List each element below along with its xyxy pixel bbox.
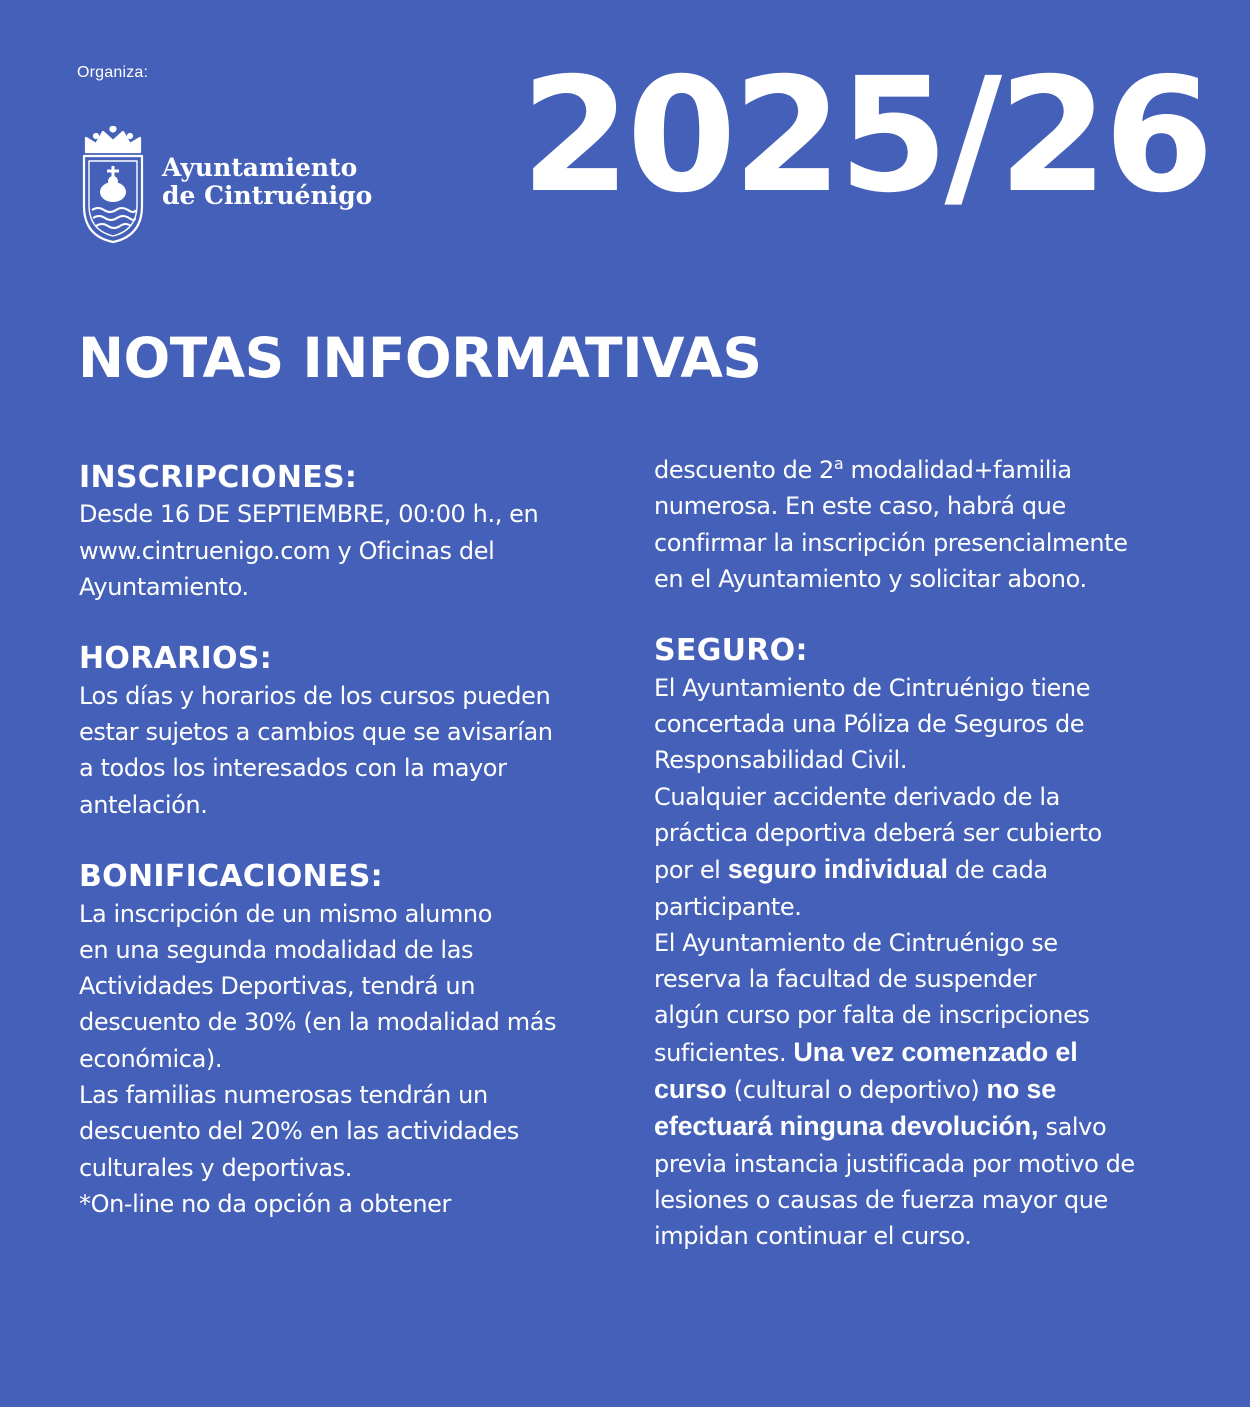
page-title: NOTAS INFORMATIVAS <box>78 326 762 390</box>
text-line: en una segunda modalidad de las <box>79 935 474 964</box>
section-seguro <box>654 633 1209 1254</box>
section-heading: HORARIOS: <box>79 641 272 677</box>
bold-text: curso <box>654 1074 727 1105</box>
section-heading: BONIFICACIONES: <box>79 859 383 895</box>
bold-text: seguro individual <box>727 854 948 885</box>
text-line: a todos los interesados con la mayor <box>79 754 507 783</box>
text-line: Desde 16 DE SEPTIEMBRE, 00:00 h., en <box>79 500 539 529</box>
text-line <box>654 1108 1209 1145</box>
text-line: descuento del 20% en las actividades <box>79 1117 519 1146</box>
text-line: numerosa. En este caso, habrá que <box>654 492 1066 521</box>
text-line: culturales y deportivas. <box>79 1153 352 1182</box>
text-line: La inscripción de un mismo alumno <box>79 899 493 928</box>
text-line: impidan continuar el curso. <box>654 1222 972 1251</box>
text-line: algún curso por falta de inscripciones <box>654 1001 1090 1030</box>
coat-of-arms-icon <box>80 126 146 244</box>
text-span: descuento de 2 <box>654 456 834 484</box>
text-line: confirmar la inscripción presencialmente <box>654 528 1128 557</box>
section-inscripciones <box>79 460 619 605</box>
bold-text: Una vez comenzado el <box>793 1036 1078 1067</box>
text-line: www.cintruenigo.com y Oficinas del <box>79 536 495 565</box>
text-line <box>654 1071 1209 1108</box>
superscript: a <box>833 454 844 473</box>
text-line: económica). <box>79 1044 223 1073</box>
text-line <box>654 851 1209 888</box>
text-span: de cada <box>947 856 1048 885</box>
text-line: Ayuntamiento. <box>79 572 249 601</box>
ayuntamiento-logo <box>80 126 372 244</box>
text-line: práctica deportiva deberá ser cubierto <box>654 818 1102 847</box>
left-column <box>79 460 619 1222</box>
text-line: Actividades Deportivas, tendrá un <box>79 972 476 1001</box>
right-column <box>654 452 1209 1255</box>
text-line: Responsabilidad Civil. <box>654 746 908 775</box>
text-line: Los días y horarios de los cursos pueden <box>79 681 551 710</box>
bold-text: no se <box>986 1074 1057 1105</box>
text-line <box>654 1034 1209 1071</box>
text-line: concertada una Póliza de Seguros de <box>654 710 1085 739</box>
text-line: antelación. <box>79 790 208 819</box>
text-line: previa instancia justificada por motivo de <box>654 1149 1135 1178</box>
text-line: participante. <box>654 892 802 921</box>
text-span: suficientes. <box>654 1038 794 1067</box>
text-line: reserva la facultad de suspender <box>654 965 1037 994</box>
section-horarios <box>79 641 619 822</box>
logo-line-2: de Cintruénigo <box>162 181 373 210</box>
text-line: en el Ayuntamiento y solicitar abono. <box>654 564 1087 593</box>
section-heading: INSCRIPCIONES: <box>79 460 358 495</box>
organiza-label: Organiza: <box>77 64 149 81</box>
text-span: por el <box>654 856 728 885</box>
section-bonificaciones-continued <box>654 452 1209 597</box>
logo-line-1: Ayuntamiento <box>162 153 358 182</box>
text-line: estar sujetos a cambios que se avisarían <box>79 718 553 747</box>
text-line: El Ayuntamiento de Cintruénigo tiene <box>654 673 1091 702</box>
season-year: 2025/26 <box>520 44 1210 228</box>
text-span: (cultural o deportivo) <box>726 1076 987 1105</box>
text-line: descuento de 30% (en la modalidad más <box>79 1008 557 1037</box>
text-span: modalidad+familia <box>843 456 1072 484</box>
text-line: *On-line no da opción a obtener <box>79 1189 451 1218</box>
text-span: salvo <box>1038 1113 1107 1142</box>
text-line: Las familias numerosas tendrán un <box>79 1081 488 1110</box>
text-line: El Ayuntamiento de Cintruénigo se <box>654 928 1058 957</box>
section-bonificaciones <box>79 859 619 1222</box>
section-heading: SEGURO: <box>654 633 808 669</box>
text-line: lesiones o causas de fuerza mayor que <box>654 1185 1108 1214</box>
text-line: Cualquier accidente derivado de la <box>654 782 1060 811</box>
text-line <box>654 452 1209 488</box>
bold-text: efectuará ninguna devolución, <box>654 1111 1039 1142</box>
ayuntamiento-logo-text <box>162 154 372 210</box>
